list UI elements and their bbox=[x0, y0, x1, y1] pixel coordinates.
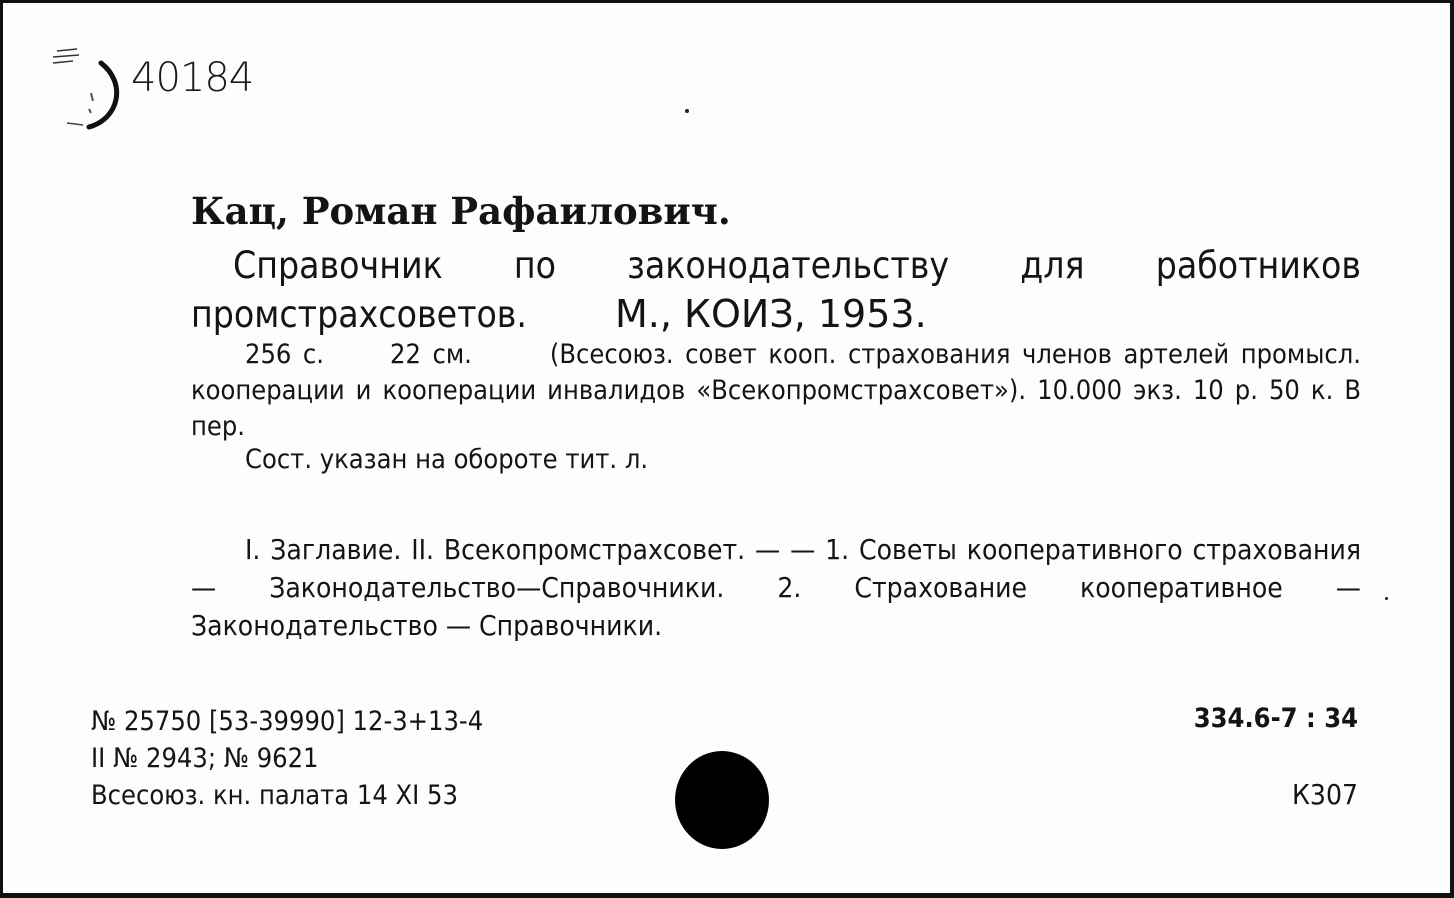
registration-block bbox=[91, 703, 483, 814]
author-heading: Кац, Роман Рафаилович. bbox=[191, 189, 731, 233]
cutter-number: К307 bbox=[1292, 778, 1358, 811]
ink-speck bbox=[685, 109, 689, 113]
ink-speck bbox=[1385, 597, 1388, 600]
registration-line-2: II № 2943; № 9621 bbox=[91, 743, 319, 774]
handwritten-number: 40184 bbox=[131, 55, 254, 101]
physical-description bbox=[191, 337, 1361, 445]
udc-classification: 334.6-7 : 34 bbox=[1193, 703, 1358, 734]
book-title: Справочник по законодательству для работников промстрахсоветов. bbox=[191, 244, 1361, 336]
registration-line-3: Всесоюз. кн. палата 14 XI 53 bbox=[91, 780, 458, 811]
imprint: М., КОИЗ, 1953. bbox=[615, 292, 927, 336]
title-statement bbox=[191, 241, 1361, 339]
registration-line-1: № 25750 [53-39990] 12-3+13-4 bbox=[91, 706, 484, 737]
page-count: 256 с. bbox=[245, 339, 324, 370]
punch-hole bbox=[675, 751, 769, 849]
book-size: 22 см. bbox=[390, 339, 472, 370]
subject-tracings: I. Заглавие. II. Всекопромстрахсовет. — — 1. Советы кооперативного страхования — Законодательство—Справочники. 2. Страхование кооперативное — Законодательство — Справочники. bbox=[191, 533, 1361, 642]
compiler-note: Сост. указан на обороте тит. л. bbox=[245, 444, 649, 475]
bracket-mark-icon bbox=[49, 43, 129, 133]
series-note: (Всесоюз. совет кооп. страхования членов артелей промысл. кооперации и кооперации инвалидов «Всекопромстрахсовет»). 10.000 экз. 10 р. 50 к. В пер. bbox=[191, 339, 1362, 442]
